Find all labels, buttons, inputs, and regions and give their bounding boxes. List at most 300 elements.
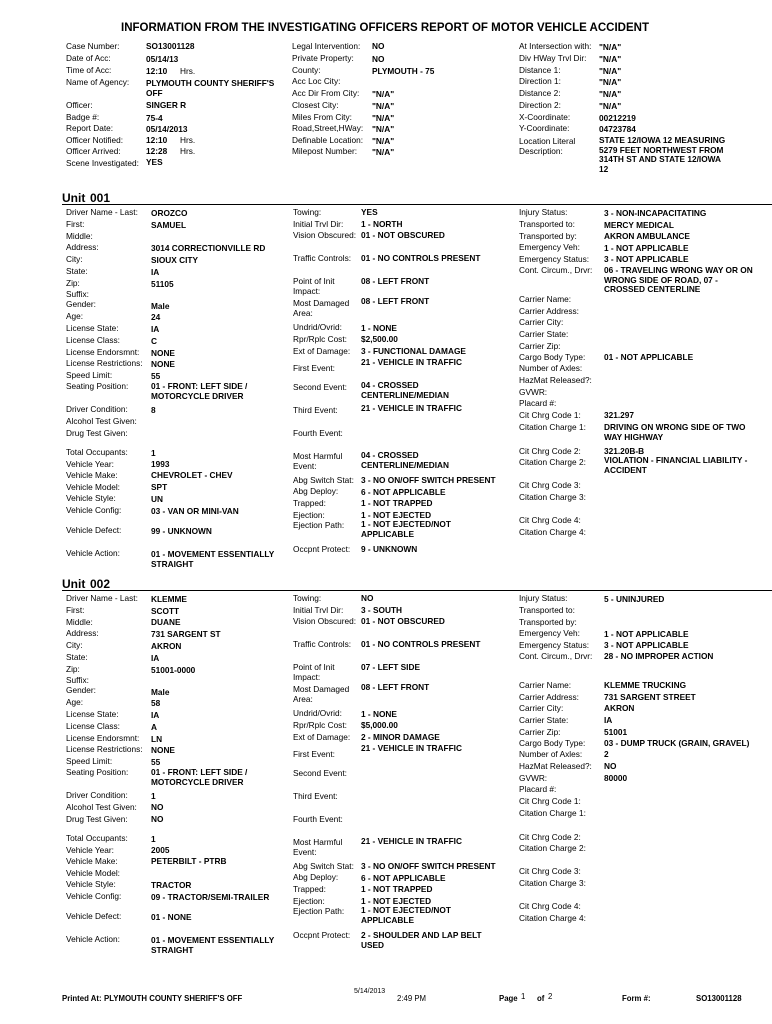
time-of-accident: 12:10 [146, 66, 168, 76]
notified-unit: Hrs. [180, 135, 196, 145]
loc-lit-label: Location Literal Description: [519, 136, 576, 156]
vehicle-field-value: 1 - NOT EJECTED/NOT APPLICABLE [361, 905, 451, 925]
driver-field-label: Vehicle Make: [66, 470, 118, 480]
vehicle-field-label: Most Harmful Event: [293, 451, 343, 471]
vehicle-field-value: 21 - VEHICLE IN TRAFFIC [361, 357, 462, 367]
closest-city-label: Closest City: [292, 100, 339, 110]
vehicle-field-label: Ejection: [293, 510, 325, 520]
vehicle-field-label: Undrid/Ovrid: [293, 708, 342, 718]
driver-field-label: Vehicle Style: [66, 879, 116, 889]
miles-from-city: "N/A" [372, 113, 395, 123]
vehicle-field-value: 9 - UNKNOWN [361, 544, 418, 554]
vehicle-field-label: Point of Init Impact: [293, 276, 335, 296]
injury-field-label: Carrier State: [519, 329, 569, 339]
vehicle-field-label: Second Event: [293, 768, 347, 778]
driver-field-value: 01 - NONE [151, 912, 192, 922]
agency-label: Name of Agency: [66, 77, 130, 87]
vehicle-field-label: First Event: [293, 363, 335, 373]
driver-field-value: 8 [151, 405, 156, 415]
driver-field-value: DUANE [151, 617, 181, 627]
vehicle-field-value: 2 - SHOULDER AND LAP BELT USED [361, 930, 482, 950]
driver-field-label: Drug Test Given: [66, 428, 128, 438]
vehicle-field-value: 08 - LEFT FRONT [361, 296, 430, 306]
milepost-label: Milepost Number: [292, 146, 358, 156]
y-coordinate: 04723784 [599, 124, 636, 134]
driver-field-label: Seating Position: [66, 767, 129, 777]
page-label: Page [499, 994, 518, 1003]
road-label: Road,Street,HWay: [292, 123, 364, 133]
x-coordinate: 00212219 [599, 113, 636, 123]
vehicle-field-label: Ejection: [293, 896, 325, 906]
case-number: SO13001128 [146, 41, 195, 51]
injury-field-value: 51001 [604, 727, 628, 737]
vehicle-field-label: Initial Trvl Dir: [293, 605, 344, 615]
injury-field-label: Cit Chrg Code 4: [519, 515, 581, 525]
driver-field-label: First: [66, 219, 85, 229]
xcoord-label: X-Coordinate: [519, 112, 571, 122]
vehicle-field-value: 04 - CROSSED CENTERLINE/MEDIAN [361, 450, 450, 470]
injury-field-label: Carrier State: [519, 715, 569, 725]
scene-investigated: YES [146, 157, 163, 167]
def-loc-label: Definable Location: [292, 135, 364, 145]
driver-field-value: 01 - MOVEMENT ESSENTIALLY STRAIGHT [151, 549, 275, 569]
driver-field-label: Driver Condition: [66, 790, 128, 800]
driver-field-value: UN [151, 494, 163, 504]
driver-field-value: CHEVROLET - CHEV [151, 470, 233, 480]
driver-field-label: Suffix: [66, 289, 89, 299]
injury-field-label: Emergency Status: [519, 640, 590, 650]
vehicle-field-label: Third Event: [293, 791, 338, 801]
driver-field-value: 58 [151, 698, 161, 708]
injury-field-value: 3 - NON-INCAPACITATING [604, 208, 707, 218]
injury-field-value: AKRON [604, 703, 635, 713]
vehicle-field-label: Traffic Controls: [293, 639, 352, 649]
driver-field-value: 1 [151, 834, 156, 844]
vehicle-field-label: Towing: [293, 207, 322, 217]
officer-arrived: 12:28 [146, 146, 168, 156]
acc-dir-city: "N/A" [372, 89, 395, 99]
driver-field-value: 09 - TRACTOR/SEMI-TRAILER [151, 892, 270, 902]
injury-field-label: HazMat Released?: [519, 375, 592, 385]
direction2-label: Direction 2: [519, 100, 561, 110]
driver-field-value: AKRON [151, 641, 182, 651]
injury-field-label: Carrier Zip: [519, 341, 561, 351]
injury-field-value: 06 - TRAVELING WRONG WAY OR ON WRONG SIDE OF ROAD, 07 - CROSSED CENTERLINE [604, 265, 753, 295]
driver-field-value: KLEMME [151, 594, 187, 604]
legal-label: Legal Intervention: [292, 41, 361, 51]
injury-field-label: Carrier Address: [519, 306, 579, 316]
driver-field-label: Zip: [66, 664, 80, 674]
unit-number: 002 [90, 577, 111, 591]
injury-field-label: Citation Charge 3: [519, 492, 586, 502]
injury-field-label: Placard #: [519, 398, 557, 408]
vehicle-field-label: Third Event: [293, 405, 338, 415]
injury-field-label: Cont. Circum., Drvr: [519, 265, 593, 275]
injury-field-label: Cit Chrg Code 4: [519, 901, 581, 911]
officer-label: Officer: [66, 100, 93, 110]
injury-field-label: Citation Charge 1: [519, 808, 586, 818]
driver-field-value: 731 SARGENT ST [151, 629, 221, 639]
injury-field-value: 01 - NOT APPLICABLE [604, 352, 694, 362]
vehicle-field-value: 01 - NO CONTROLS PRESENT [361, 253, 481, 263]
driver-field-label: Seating Position: [66, 381, 129, 391]
driver-field-label: Vehicle Model: [66, 482, 120, 492]
driver-field-value: 55 [151, 757, 161, 767]
injury-field-label: Citation Charge 1: [519, 422, 586, 432]
driver-field-value: 01 - MOVEMENT ESSENTIALLY STRAIGHT [151, 935, 275, 955]
driver-field-label: Vehicle Defect: [66, 911, 122, 921]
vehicle-field-value: 3 - FUNCTIONAL DAMAGE [361, 346, 466, 356]
injury-field-value: MERCY MEDICAL [604, 220, 674, 230]
injury-field-label: Cit Chrg Code 2: [519, 832, 581, 842]
case-number-label: Case Number: [66, 41, 120, 51]
injury-field-value: AKRON AMBULANCE [604, 231, 690, 241]
form-number: SO13001128 [696, 994, 742, 1003]
vehicle-field-label: Trapped: [293, 498, 326, 508]
injury-field-label: Carrier Address: [519, 692, 579, 702]
vehicle-field-label: Abg Deploy: [293, 872, 339, 882]
driver-field-value: SPT [151, 482, 168, 492]
vehicle-field-value: 07 - LEFT SIDE [361, 662, 421, 672]
vehicle-field-label: Second Event: [293, 382, 347, 392]
driver-field-label: Vehicle Config: [66, 891, 122, 901]
injury-field-label: GVWR: [519, 387, 548, 397]
injury-field-label: Citation Charge 4: [519, 527, 586, 537]
badge-label: Badge #: [66, 112, 100, 122]
direction1: "N/A" [599, 77, 622, 87]
vehicle-field-label: Ejection Path: [293, 520, 345, 530]
driver-field-label: Vehicle Action: [66, 934, 120, 944]
driver-field-value: SAMUEL [151, 220, 187, 230]
driver-field-value: Male [151, 687, 170, 697]
vehicle-field-value: 01 - NO CONTROLS PRESENT [361, 639, 481, 649]
driver-field-value: NO [151, 814, 164, 824]
injury-field-label: Injury Status: [519, 593, 568, 603]
milepost-number: "N/A" [372, 147, 395, 157]
vehicle-field-value: 1 - NOT EJECTED/NOT APPLICABLE [361, 519, 451, 539]
vehicle-field-value: 1 - NORTH [361, 219, 403, 229]
injury-field-value: 3 - NOT APPLICABLE [604, 254, 689, 264]
driver-field-value: 99 - UNKNOWN [151, 526, 212, 536]
private-label: Private Property: [292, 53, 354, 63]
driver-field-label: License State: [66, 323, 119, 333]
distance1: "N/A" [599, 66, 622, 76]
driver-field-label: Gender: [66, 299, 96, 309]
vehicle-field-label: Vision Obscured: [293, 230, 357, 240]
arrived-unit: Hrs. [180, 146, 196, 156]
driver-field-label: License State: [66, 709, 119, 719]
driver-field-value: 51105 [151, 279, 174, 289]
driver-field-label: Middle: [66, 231, 93, 241]
acc-dir-city-label: Acc Dir From City: [292, 88, 360, 98]
vehicle-field-value: 04 - CROSSED CENTERLINE/MEDIAN [361, 380, 450, 400]
injury-field-value: 321.20B-B [604, 446, 645, 456]
driver-field-value: Male [151, 301, 170, 311]
injury-field-label: Carrier City: [519, 317, 564, 327]
driver-field-label: Vehicle Defect: [66, 525, 122, 535]
legal-intervention: NO [372, 41, 385, 51]
injury-field-label: Cit Chrg Code 2: [519, 446, 581, 456]
distance2-label: Distance 2: [519, 88, 561, 98]
driver-field-label: Vehicle Model: [66, 868, 120, 878]
vehicle-field-label: Fourth Event: [293, 428, 343, 438]
driver-field-value: SCOTT [151, 606, 180, 616]
injury-field-label: Emergency Veh: [519, 628, 580, 638]
private-property: NO [372, 54, 385, 64]
injury-field-value: VIOLATION - FINANCIAL LIABILITY - ACCIDENT [604, 455, 748, 475]
driver-field-value: IA [151, 267, 160, 277]
injury-field-label: Emergency Veh: [519, 242, 580, 252]
driver-field-label: Vehicle Make: [66, 856, 118, 866]
injury-field-label: Carrier Zip: [519, 727, 561, 737]
injury-field-label: Transported by: [519, 231, 577, 241]
driver-field-value: 55 [151, 371, 161, 381]
officer-name: SINGER R [146, 100, 187, 110]
vehicle-field-value: 3 - NO ON/OFF SWITCH PRESENT [361, 861, 496, 871]
vehicle-field-value: 1 - NONE [361, 323, 397, 333]
vehicle-field-value: 1 - NONE [361, 709, 397, 719]
vehicle-field-value: 21 - VEHICLE IN TRAFFIC [361, 403, 462, 413]
injury-field-value: 3 - NOT APPLICABLE [604, 640, 689, 650]
driver-field-label: State: [66, 266, 88, 276]
of-label: of [537, 994, 545, 1003]
vehicle-field-label: Towing: [293, 593, 322, 603]
injury-field-value: 2 [604, 749, 609, 759]
injury-field-label: HazMat Released?: [519, 761, 592, 771]
driver-field-label: License Class: [66, 721, 120, 731]
printed-at: PLYMOUTH COUNTY SHERIFF'S OFF [104, 994, 243, 1003]
injury-field-label: Cargo Body Type: [519, 352, 586, 362]
driver-field-label: Drug Test Given: [66, 814, 128, 824]
injury-field-value: 5 - UNINJURED [604, 594, 665, 604]
report-date: 05/14/2013 [146, 124, 188, 134]
driver-field-label: Speed Limit: [66, 756, 113, 766]
vehicle-field-label: Abg Switch Stat: [293, 861, 354, 871]
vehicle-field-value: 6 - NOT APPLICABLE [361, 487, 446, 497]
driver-field-label: Vehicle Year: [66, 459, 114, 469]
vehicle-field-label: Traffic Controls: [293, 253, 352, 263]
injury-field-label: Citation Charge 2: [519, 457, 586, 467]
injury-field-value: 731 SARGENT STREET [604, 692, 696, 702]
vehicle-field-value: 2 - MINOR DAMAGE [361, 732, 440, 742]
injury-field-label: Cont. Circum., Drvr: [519, 651, 593, 661]
injury-field-label: Emergency Status: [519, 254, 590, 264]
injury-field-label: Cit Chrg Code 3: [519, 480, 581, 490]
vehicle-field-value: 01 - NOT OBSCURED [361, 616, 445, 626]
print-date: 5/14/2013 [354, 988, 386, 995]
page-count: 2 [548, 992, 553, 1001]
unit-title: Unit [62, 191, 86, 205]
arrived-label: Officer Arrived: [66, 146, 121, 156]
injury-field-label: Cargo Body Type: [519, 738, 586, 748]
driver-field-label: License Endorsmnt: [66, 733, 140, 743]
vehicle-field-label: Ext of Damage: [293, 346, 351, 356]
injury-field-value: 321.297 [604, 410, 634, 420]
injury-field-label: GVWR: [519, 773, 548, 783]
vehicle-field-label: First Event: [293, 749, 335, 759]
direction2: "N/A" [599, 101, 622, 111]
driver-field-label: Address: [66, 242, 99, 252]
driver-field-label: City: [66, 640, 83, 650]
driver-field-label: Alcohol Test Given: [66, 416, 137, 426]
injury-field-label: Transported to: [519, 605, 575, 615]
vehicle-field-label: Rpr/Rplc Cost: [293, 334, 347, 344]
driver-field-value: 1 [151, 448, 156, 458]
driver-field-value: IA [151, 324, 160, 334]
miles-label: Miles From City: [292, 112, 352, 122]
div-hway-label: Div HWay Trvl Dir: [519, 53, 587, 63]
vehicle-field-label: Abg Switch Stat: [293, 475, 354, 485]
driver-field-label: Vehicle Style: [66, 493, 116, 503]
injury-field-value: DRIVING ON WRONG SIDE OF TWO WAY HIGHWAY [604, 422, 746, 442]
vehicle-field-label: Most Harmful Event: [293, 837, 343, 857]
driver-field-label: Gender: [66, 685, 96, 695]
unit-title: Unit [62, 577, 86, 591]
driver-field-value: 24 [151, 312, 161, 322]
driver-field-value: NONE [151, 745, 175, 755]
page-number: 1 [521, 992, 526, 1001]
driver-field-value: LN [151, 734, 163, 744]
driver-field-label: Address: [66, 628, 99, 638]
acc-loc-city-label: Acc Loc City: [292, 76, 341, 86]
injury-field-value: KLEMME TRUCKING [604, 680, 687, 690]
vehicle-field-value: 08 - LEFT FRONT [361, 682, 430, 692]
location-literal: STATE 12/IOWA 12 MEASURING 5279 FEET NORTHWEST FROM 314TH ST AND STATE 12/IOWA 12 [599, 135, 726, 174]
injury-field-label: Injury Status: [519, 207, 568, 217]
agency-name: PLYMOUTH COUNTY SHERIFF'S OFF [146, 78, 275, 98]
injury-field-label: Transported by: [519, 617, 577, 627]
driver-field-value: SIOUX CITY [151, 255, 199, 265]
report-date-label: Report Date: [66, 123, 114, 133]
div-hway: "N/A" [599, 54, 622, 64]
driver-field-label: Age: [66, 311, 84, 321]
officer-notified: 12:10 [146, 135, 168, 145]
county: PLYMOUTH - 75 [372, 66, 435, 76]
injury-field-label: Citation Charge 4: [519, 913, 586, 923]
intersection-label: At Intersection with: [519, 41, 592, 51]
driver-field-value: 01 - FRONT: LEFT SIDE / MOTORCYCLE DRIVER [151, 381, 248, 401]
vehicle-field-label: Undrid/Ovrid: [293, 322, 342, 332]
time-label: Time of Acc: [66, 65, 112, 75]
vehicle-field-label: Point of Init Impact: [293, 662, 335, 682]
driver-field-value: 1 [151, 791, 156, 801]
driver-field-value: 03 - VAN OR MINI-VAN [151, 506, 239, 516]
vehicle-field-label: Ext of Damage: [293, 732, 351, 742]
driver-field-label: Total Occupants: [66, 447, 128, 457]
driver-field-label: Driver Name - Last: [66, 593, 138, 603]
direction1-label: Direction 1: [519, 76, 561, 86]
vehicle-field-value: 1 - NOT EJECTED [361, 510, 432, 520]
driver-field-label: Zip: [66, 278, 80, 288]
driver-field-value: C [151, 336, 157, 346]
vehicle-field-value: 1 - NOT TRAPPED [361, 884, 433, 894]
driver-field-value: IA [151, 710, 160, 720]
driver-field-value: 01 - FRONT: LEFT SIDE / MOTORCYCLE DRIVER [151, 767, 248, 787]
driver-field-label: First: [66, 605, 85, 615]
injury-field-value: 80000 [604, 773, 628, 783]
vehicle-field-label: Initial Trvl Dir: [293, 219, 344, 229]
injury-field-value: IA [604, 715, 613, 725]
vehicle-field-value: 3 - NO ON/OFF SWITCH PRESENT [361, 475, 496, 485]
vehicle-field-value: 1 - NOT TRAPPED [361, 498, 433, 508]
vehicle-field-value: YES [361, 207, 378, 217]
scene-label: Scene Investigated: [66, 158, 139, 168]
vehicle-field-value: $5,000.00 [361, 720, 398, 730]
injury-field-label: Citation Charge 2: [519, 843, 586, 853]
form-label: Form #: [622, 994, 651, 1003]
vehicle-field-label: Fourth Event: [293, 814, 343, 824]
vehicle-field-value: 6 - NOT APPLICABLE [361, 873, 446, 883]
driver-field-value: 3014 CORRECTIONVILLE RD [151, 243, 266, 253]
driver-field-value: 1993 [151, 459, 170, 469]
printed-at-label: Printed At: [62, 994, 102, 1003]
driver-field-value: TRACTOR [151, 880, 192, 890]
driver-field-value: A [151, 722, 157, 732]
injury-field-label: Number of Axles: [519, 749, 583, 759]
injury-field-value: 1 - NOT APPLICABLE [604, 629, 689, 639]
driver-field-label: License Class: [66, 335, 120, 345]
driver-field-label: Driver Condition: [66, 404, 128, 414]
driver-field-label: Speed Limit: [66, 370, 113, 380]
driver-field-value: OROZCO [151, 208, 188, 218]
driver-field-value: 51001-0000 [151, 665, 196, 675]
vehicle-field-label: Rpr/Rplc Cost: [293, 720, 347, 730]
injury-field-label: Transported to: [519, 219, 575, 229]
vehicle-field-value: 21 - VEHICLE IN TRAFFIC [361, 836, 462, 846]
closest-city: "N/A" [372, 101, 395, 111]
injury-field-label: Cit Chrg Code 3: [519, 866, 581, 876]
date-of-accident: 05/14/13 [146, 54, 179, 64]
vehicle-field-value: 21 - VEHICLE IN TRAFFIC [361, 743, 462, 753]
ycoord-label: Y-Coordinate: [519, 123, 570, 133]
injury-field-label: Cit Chrg Code 1: [519, 410, 581, 420]
driver-field-label: License Endorsmnt: [66, 347, 140, 357]
injury-field-value: 28 - NO IMPROPER ACTION [604, 651, 714, 661]
driver-field-value: NONE [151, 359, 175, 369]
badge-number: 75-4 [146, 113, 163, 123]
driver-field-label: License Restrictions: [66, 358, 143, 368]
injury-field-value: NO [604, 761, 617, 771]
vehicle-field-value: 1 - NOT EJECTED [361, 896, 432, 906]
vehicle-field-value: 01 - NOT OBSCURED [361, 230, 445, 240]
injury-field-label: Carrier City: [519, 703, 564, 713]
date-label: Date of Acc: [66, 53, 111, 63]
vehicle-field-label: Most Damaged Area: [293, 298, 350, 318]
notified-label: Officer Notified: [66, 135, 124, 145]
driver-field-label: Suffix: [66, 675, 89, 685]
injury-field-label: Number of Axles: [519, 363, 583, 373]
vehicle-field-value: $2,500.00 [361, 334, 398, 344]
driver-field-value: NO [151, 802, 164, 812]
vehicle-field-label: Occpnt Protect: [293, 544, 351, 554]
vehicle-field-label: Most Damaged Area: [293, 684, 350, 704]
driver-field-label: Vehicle Config: [66, 505, 122, 515]
driver-field-value: NONE [151, 348, 175, 358]
distance2: "N/A" [599, 89, 622, 99]
unit-divider [62, 590, 772, 591]
vehicle-field-value: 08 - LEFT FRONT [361, 276, 430, 286]
vehicle-field-label: Ejection Path: [293, 906, 345, 916]
county-label: County: [292, 65, 321, 75]
report-title: INFORMATION FROM THE INVESTIGATING OFFICERS REPORT OF MOTOR VEHICLE ACCIDENT [121, 22, 649, 34]
time-unit: Hrs. [180, 66, 196, 76]
unit-number: 001 [90, 191, 111, 205]
vehicle-field-value: 3 - SOUTH [361, 605, 403, 615]
driver-field-value: 2005 [151, 845, 170, 855]
definable-location: "N/A" [372, 136, 395, 146]
injury-field-label: Cit Chrg Code 1: [519, 796, 581, 806]
vehicle-field-label: Abg Deploy: [293, 486, 339, 496]
